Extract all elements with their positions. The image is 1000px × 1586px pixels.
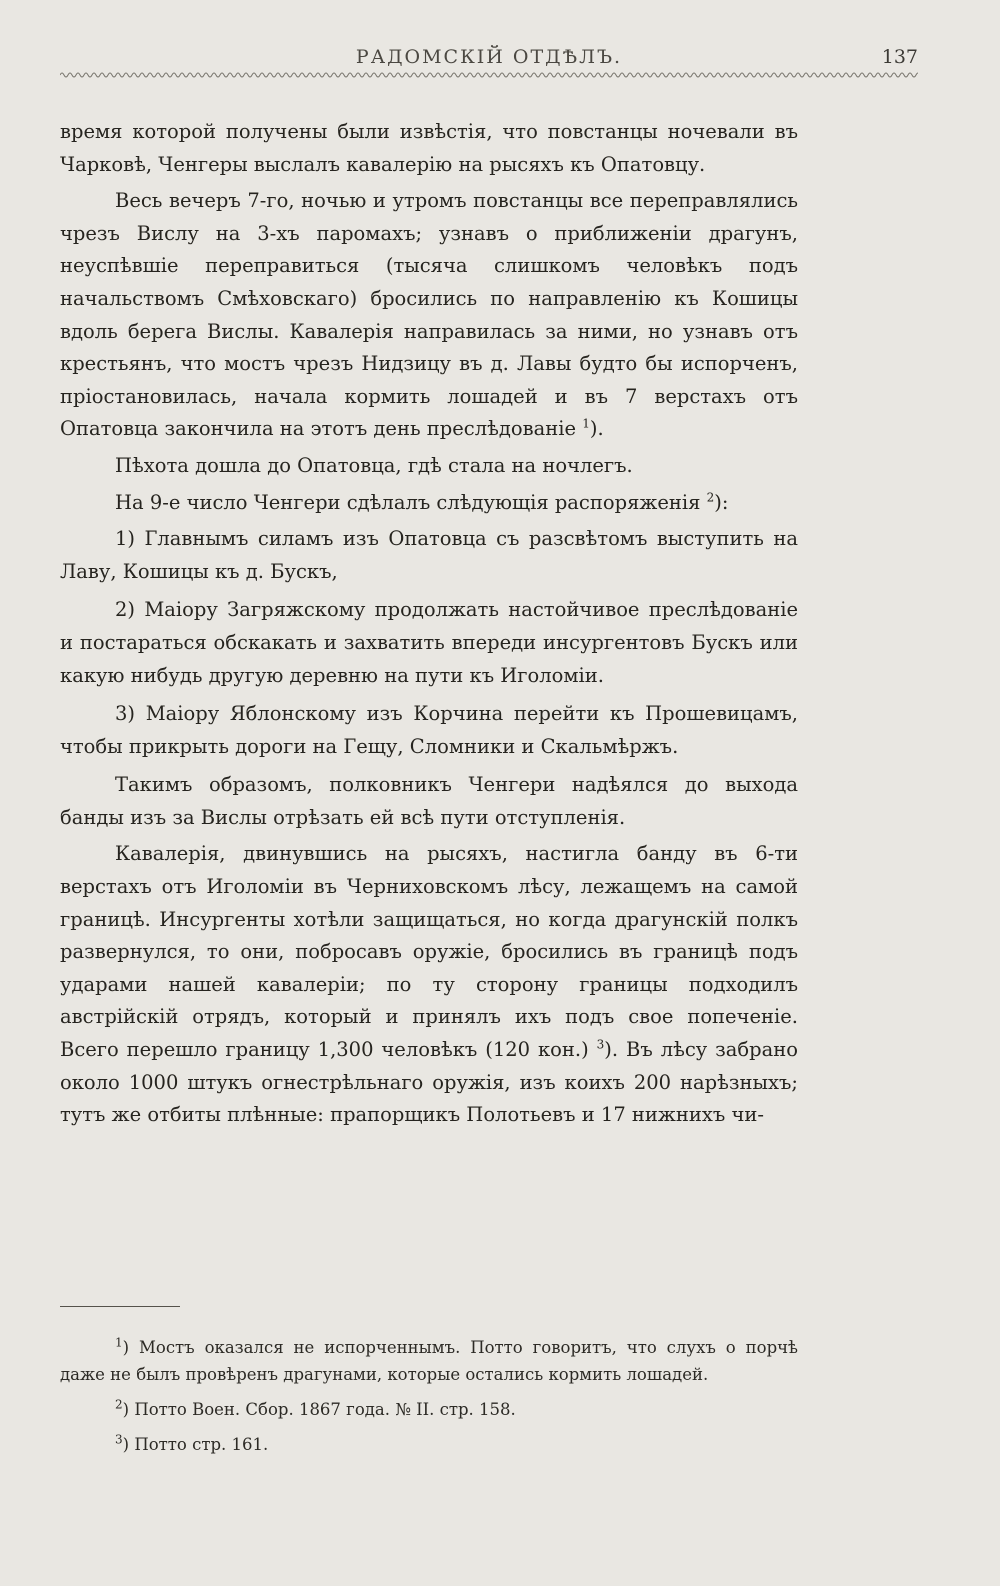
paragraph-text: Весь вечеръ 7-го, ночью и утромъ повстанцы все переправлялись чрезъ Вислу на 3-хъ паромахъ; узнавъ о приближеніи драгунъ, неуспѣвшіе переправиться (тысяча слишкомъ человѣкъ подъ начальствомъ Смѣховскаго) бросились по направленію къ Кошицы вдоль берега Вислы. Кавалерія направилась за ними, но узнавъ отъ крестьянъ, что мостъ чрезъ Нидзицу въ д. Лавы будто бы испорченъ, пріостановилась, начала кормить лошадей и въ 7 верстахъ отъ Опатовца закончила на этотъ день преслѣдованіе: [60, 189, 798, 441]
list-item: [60, 698, 798, 763]
paragraph: [60, 185, 798, 446]
footnote-ref: 1: [582, 416, 590, 431]
paragraph-text: Кавалерія, двинувшись на рысяхъ, настигла банду въ 6-ти верстахъ отъ Иголоміи въ Черниховскомъ лѣсу, лежащемъ на самой границѣ. Инсургенты хотѣли защищаться, но когда драгунскій полкъ развернулся, то они, побросавъ оружіе, бросились въ границѣ подъ ударами нашей кавалеріи; по ту сторону границы подходилъ австрійскій отрядъ, который и принялъ ихъ подъ свое попеченіе. Всего перешло границу 1,300 человѣкъ (120 кон.): [60, 842, 798, 1062]
footnote-mark: 1: [115, 1335, 123, 1350]
footnote-separator: [60, 1306, 180, 1307]
footnote: $^2$) Потто Воен. Сбор. 1867 года. № II. стр. 158.: [115, 1397, 516, 1419]
footnote-ref: 3: [596, 1037, 605, 1052]
paragraph: [60, 769, 798, 834]
main-text: [60, 116, 798, 1136]
paragraph: [60, 116, 798, 181]
footnote-ref: 2: [706, 490, 715, 505]
paragraph-text: 3) Маіору Яблонскому изъ Корчина перейти къ Прошевицамъ, чтобы прикрыть дороги на Гещу, Сломники и Скальмѣржъ.: [60, 702, 798, 758]
footnote: $^1$) Мостъ оказался не испорченнымъ. Потто говоритъ, что слухъ о порчѣ даже не былъ провѣренъ драгунами, которые остались кормить лошадей.: [60, 1335, 798, 1384]
paragraph: [60, 450, 798, 483]
paragraph: [60, 487, 798, 520]
footnote-text: Мостъ оказался не испорченнымъ. Потто говоритъ, что слухъ о порчѣ даже не былъ провѣренъ драгунами, которые остались кормить лошадей.: [60, 1338, 798, 1384]
paragraph-text: Пѣхота дошла до Опатовца, гдѣ стала на ночлегъ.: [115, 453, 633, 477]
ref-tail: ):: [714, 490, 729, 514]
paragraph-text: На 9-е число Ченгери сдѣлалъ слѣдующія распоряженія: [115, 490, 701, 514]
wavy-header-rule: [60, 70, 918, 80]
footnote-mark: 3: [115, 1432, 123, 1447]
page-number: 137: [881, 46, 918, 68]
list-item: [60, 594, 798, 692]
paragraph-text: Такимъ образомъ, полковникъ Ченгери надѣялся до выхода банды изъ за Вислы отрѣзать ей всѣ пути отступленія.: [60, 773, 798, 829]
paragraph-text: 2) Маіору Загряжскому продолжать настойчивое преслѣдованіе и постараться обскакать и захватить впереди инсургентовъ Бускъ или какую нибудь другую деревню на пути къ Иголоміи.: [60, 598, 798, 687]
ref-tail: ).: [589, 417, 604, 441]
footnotes: [60, 1334, 798, 1466]
footnote-text: Потто стр. 161.: [134, 1435, 269, 1454]
list-item: [60, 523, 798, 588]
footnote: $^3$) Потто стр. 161.: [115, 1432, 269, 1454]
paragraph-text: Въ лѣсу забрано около 1000 штукъ огнестрѣльнаго оружія, изъ коихъ 200 нарѣзныхъ; тутъ же отбиты плѣнные: прапорщикъ Полотьевъ и 17 нижнихъ чи-: [60, 1038, 799, 1127]
footnote-mark: 2: [115, 1397, 123, 1412]
paragraph-text: время которой получены были извѣстія, что повстанцы ночевали въ Чарковѣ, Ченгеры выслалъ кавалерію на рысяхъ къ Опатовцу.: [60, 120, 798, 176]
ref-tail: ).: [604, 1038, 619, 1062]
running-title: РАДОМСКІЙ ОТДѢЛЪ.: [355, 46, 623, 68]
paragraph: [60, 838, 798, 1131]
paragraph-text: 1) Главнымъ силамъ изъ Опатовца съ разсвѣтомъ выступить на Лаву, Кошицы къ д. Бускъ,: [60, 527, 798, 583]
footnote-text: Потто Воен. Сбор. 1867 года. № II. стр. 158.: [134, 1400, 516, 1419]
